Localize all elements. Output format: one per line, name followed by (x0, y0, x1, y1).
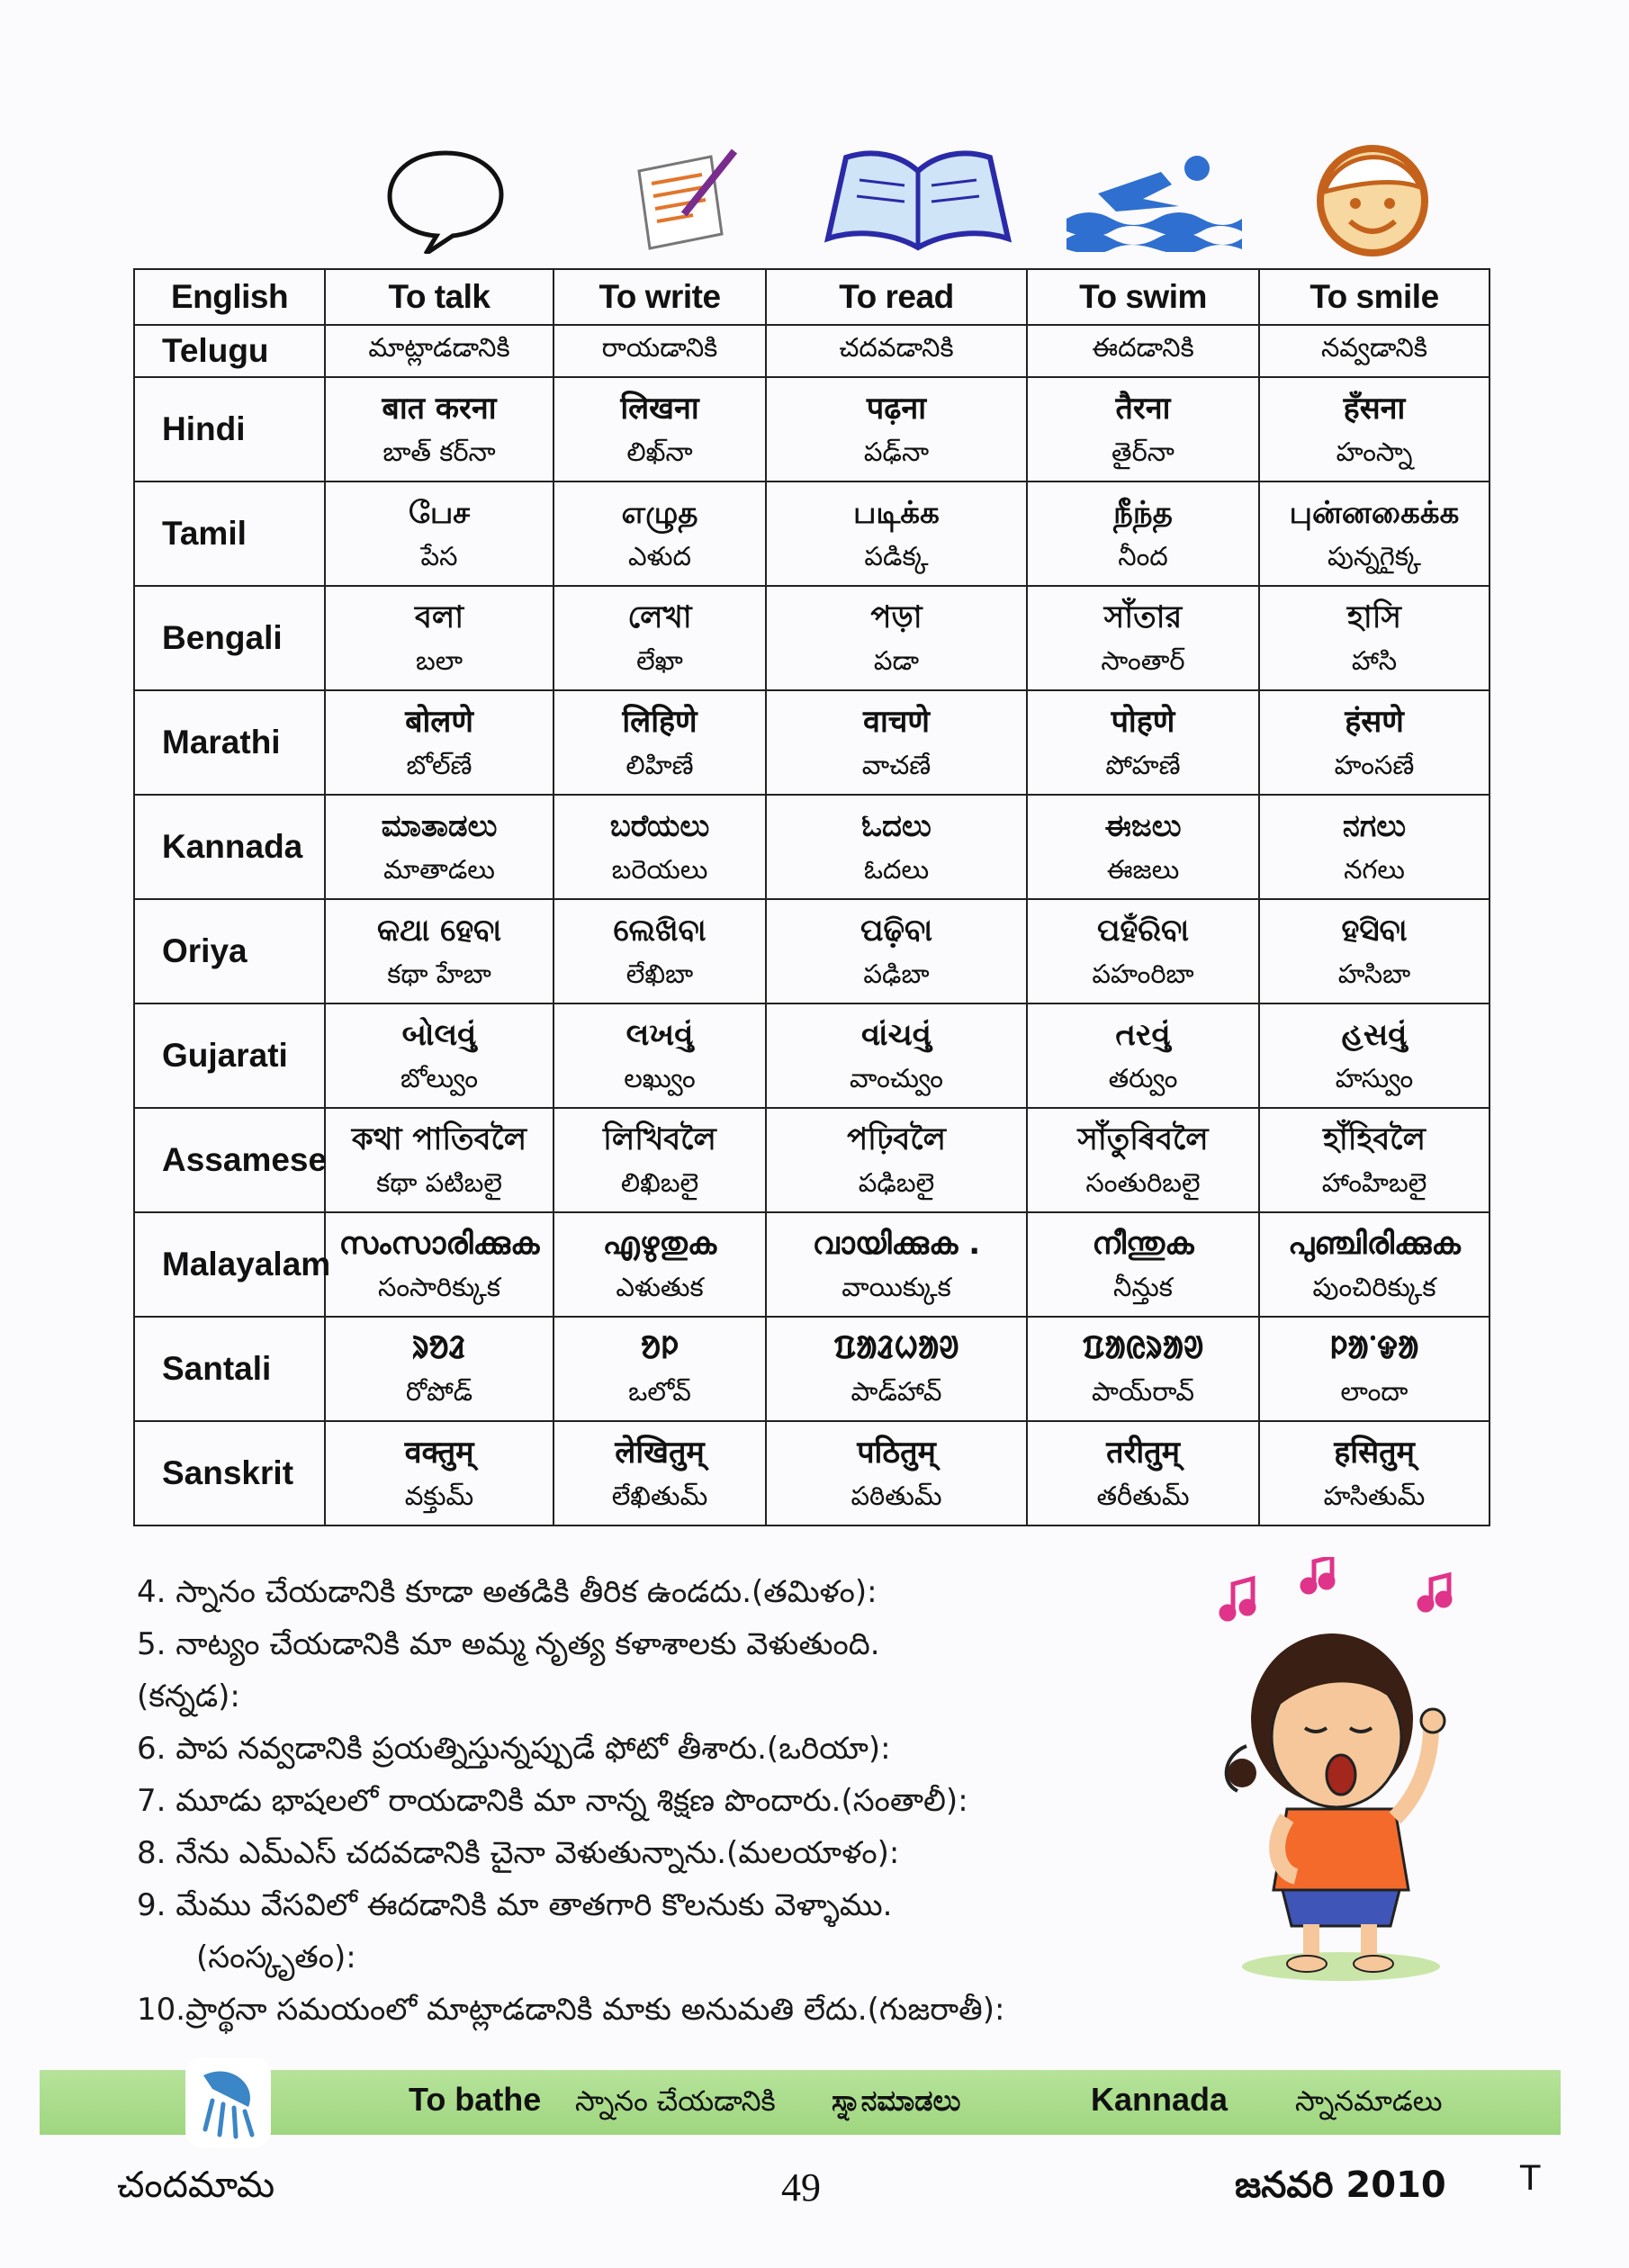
native-word: लिखना (620, 391, 699, 427)
telugu-transliteration: పడా (873, 645, 920, 676)
table-header-row (134, 269, 1490, 325)
telugu-cell: నవ్వడానికి (1259, 325, 1490, 377)
telugu-cell: చదవడానికి (766, 325, 1027, 377)
native-word: वाचणे (863, 704, 930, 740)
word-cell (766, 1108, 1027, 1212)
native-word: সাঁতুৰিবলৈ (1077, 1121, 1209, 1157)
telugu-transliteration: తర్వుం (1108, 1063, 1178, 1094)
word-cell (1027, 899, 1259, 1004)
table-row (134, 482, 1490, 586)
telugu-transliteration: ఎళుతుక (616, 1272, 704, 1302)
native-word: हंसणे (1345, 704, 1404, 740)
telugu-transliteration: పుంచిరిక్కుక (1312, 1272, 1436, 1302)
native-word: କଥା ହେବା (377, 913, 501, 949)
music-notes-icon (1221, 1557, 1450, 1619)
telugu-transliteration: ఎళుద (628, 541, 691, 572)
word-cell (325, 1212, 554, 1317)
sentence-line: 5. నాట్యం చేయడానికి మా అమ్మ నృత్య కళాశాలకు వెళుతుంది. (137, 1626, 880, 1662)
telugu-transliteration: పడిక్క (864, 541, 929, 572)
telugu-transliteration: పఢ్‌నా (863, 436, 930, 467)
table-row (134, 690, 1490, 795)
native-word: পঢ়িবলৈ (847, 1121, 946, 1157)
language-name: Sanskrit (134, 1421, 325, 1526)
swimmer-icon (1062, 148, 1242, 252)
word-cell (766, 1004, 1027, 1108)
native-word: હસવું (1341, 1017, 1408, 1053)
band-native: ಸ್ನಾನಮಾಡಲು (832, 2084, 961, 2118)
native-word: पठितुम् (857, 1435, 936, 1471)
icon-row (0, 135, 1629, 270)
native-word: വായിക്കുക . (812, 1226, 981, 1262)
language-name: Kannada (134, 795, 325, 899)
sentence-line: (కన్నడ): (137, 1678, 240, 1714)
telugu-cell: రాయడానికి (554, 325, 766, 377)
word-cell (325, 377, 554, 482)
word-cell (1259, 1108, 1490, 1212)
table-row (134, 1317, 1490, 1421)
telugu-transliteration: బాత్ కర్‌నా (382, 436, 496, 467)
native-word: पोहणे (1111, 704, 1175, 740)
native-word: ನಗಲು (1342, 808, 1407, 844)
native-word: लिहिणे (622, 704, 698, 740)
table-row (134, 1108, 1490, 1212)
telugu-transliteration: ఒలోవ్ (628, 1376, 691, 1407)
native-word: எழுத (621, 495, 698, 531)
telugu-transliteration: హంసణే (1334, 750, 1415, 780)
native-word: लेखितुम् (615, 1435, 705, 1471)
table-row-telugu (134, 325, 1490, 377)
word-cell (554, 377, 766, 482)
language-name: Marathi (134, 690, 325, 795)
word-cell (1027, 690, 1259, 795)
telugu-transliteration: పేస (420, 541, 458, 572)
to-bathe-band (40, 2070, 1561, 2135)
telugu-transliteration: బరెయలు (611, 854, 708, 885)
telugu-transliteration: లేఖితుమ్ (611, 1480, 708, 1511)
singing-girl-illustration (1206, 1557, 1494, 1989)
telugu-transliteration: రోపోడ్ (405, 1376, 473, 1407)
telugu-transliteration: లిఖిబలై (620, 1167, 699, 1198)
telugu-transliteration: హసితుమ్ (1323, 1480, 1426, 1511)
sentence-line: 6. పాప నవ్వడానికి ప్రయత్నిస్తున్నప్పుడే ఫోటో తీశారు.(ఒరియా): (137, 1731, 891, 1767)
sentence-line: 7. మూడు భాషలలో రాయడానికి మా నాన్న శిక్షణ పొందారు.(సంతాలీ): (137, 1783, 968, 1819)
word-cell (554, 1108, 766, 1212)
header-to-read: To read (766, 269, 1027, 325)
native-word: बात करना (382, 391, 497, 427)
telugu-transliteration: లిఖ్‌నా (626, 436, 693, 467)
word-cell (325, 899, 554, 1004)
word-cell (1027, 1004, 1259, 1108)
native-word: സംസാരിക്കുക (338, 1226, 540, 1262)
word-cell (1027, 1212, 1259, 1317)
telugu-transliteration: హాంహిబలై (1321, 1167, 1427, 1198)
word-cell (1259, 899, 1490, 1004)
word-cell (554, 482, 766, 586)
word-cell (1027, 1317, 1259, 1421)
sentence-line: 4. స్నానం చేయడానికి కూడా అతడికి తీరిక ఉండదు.(తమిళం): (137, 1574, 878, 1610)
telugu-transliteration: పాడ్‌హావ్ (850, 1376, 942, 1407)
native-word: ᱯᱟᱭᱨᱟᱣ (1082, 1330, 1204, 1366)
word-cell (554, 1317, 766, 1421)
telugu-transliteration: వాంచ్వుం (850, 1063, 943, 1094)
sentence-line: 8. నేను ఎమ్ఎస్ చదవడానికి చైనా వెళుతున్నాను.(మలయాళం): (137, 1835, 900, 1871)
native-word: ᱯᱟᱲᱦᱟᱣ (833, 1330, 959, 1366)
word-cell (1259, 690, 1490, 795)
telugu-transliteration: పాయ్‌రావ్ (1092, 1376, 1194, 1407)
word-cell (766, 899, 1027, 1004)
word-cell (766, 1317, 1027, 1421)
telugu-transliteration: బలా (415, 645, 464, 676)
native-word: ପହଁରିବା (1097, 913, 1189, 949)
word-cell (325, 586, 554, 690)
native-word: તરવું (1115, 1017, 1171, 1053)
word-cell (1259, 795, 1490, 899)
word-cell (1027, 795, 1259, 899)
native-word: புன்னகைக்க (1289, 495, 1460, 531)
native-word: হাঁহিবলৈ (1323, 1121, 1426, 1157)
native-word: बोलणे (405, 704, 473, 740)
telugu-transliteration: నగలు (1344, 854, 1405, 885)
native-word: ଲେଖିବା (613, 913, 706, 949)
word-cell (766, 1421, 1027, 1526)
native-word: ಓದಲು (861, 808, 932, 844)
band-transliteration: స్నానమాడలు (1295, 2085, 1443, 2118)
telugu-transliteration: వాచణే (861, 750, 932, 780)
native-word: നീന്തുക (1092, 1226, 1194, 1262)
header-to-swim: To swim (1027, 269, 1259, 325)
word-cell (554, 690, 766, 795)
word-cell (1027, 1421, 1259, 1526)
header-to-smile: To smile (1259, 269, 1490, 325)
telugu-cell: ఈదడానికి (1027, 325, 1259, 377)
telugu-transliteration: పఠితుమ్ (850, 1480, 942, 1511)
native-word: લખવું (626, 1017, 694, 1053)
telugu-transliteration: ఓదలు (863, 854, 930, 885)
language-name: Santali (134, 1317, 325, 1421)
native-word: நீந்த (1113, 495, 1173, 531)
telugu-transliteration: లేఖిబా (626, 958, 694, 989)
word-cell (1259, 1317, 1490, 1421)
telugu-transliteration: ఈజలు (1106, 854, 1180, 885)
word-cell (1259, 586, 1490, 690)
telugu-cell: మాట్లాడడానికి (325, 325, 554, 377)
native-word: બોલવું (401, 1017, 477, 1053)
word-cell (554, 586, 766, 690)
sentence-line: 10.ప్రార్థనా సమయంలో మాట్లాడడానికి మాకు అనుమతి లేదు.(గుజరాతీ): (137, 1992, 1005, 2028)
native-word: লেখা (627, 599, 692, 635)
native-word: વાંચવું (861, 1017, 932, 1053)
table-row (134, 1421, 1490, 1526)
table-row (134, 1212, 1490, 1317)
word-cell (1027, 482, 1259, 586)
native-word: লিখিবলৈ (603, 1121, 716, 1157)
band-language: Kannada (1091, 2081, 1228, 2118)
native-word: ᱚᱞ (641, 1330, 679, 1366)
telugu-transliteration: లఖ్వుం (624, 1063, 696, 1094)
telugu-transliteration: సంసారిక్కుక (377, 1272, 501, 1302)
table-row (134, 377, 1490, 482)
band-english: To bathe (409, 2081, 542, 2118)
table-row (134, 795, 1490, 899)
telugu-transliteration: పహంరిబా (1092, 958, 1194, 989)
word-cell (325, 795, 554, 899)
telugu-transliteration: లాందా (1340, 1376, 1408, 1407)
native-word: படிக்க (853, 495, 940, 531)
language-name: Oriya (134, 899, 325, 1004)
word-cell (1259, 482, 1490, 586)
word-cell (1259, 1004, 1490, 1108)
native-word: हसितुम् (1334, 1435, 1415, 1471)
language-name: Bengali (134, 586, 325, 690)
word-cell (766, 690, 1027, 795)
native-word: বলা (414, 599, 464, 635)
native-word: হাসি (1347, 599, 1401, 635)
pen-paper-icon (621, 144, 747, 252)
word-cell (766, 377, 1027, 482)
table-row (134, 586, 1490, 690)
language-name: Malayalam (134, 1212, 325, 1317)
telugu-transliteration: వక్తుమ్ (404, 1480, 474, 1511)
telugu-transliteration: నీన్తుక (1113, 1272, 1173, 1302)
telugu-transliteration: హంస్నా (1336, 436, 1413, 467)
page-number: 49 (781, 2165, 821, 2210)
telugu-transliteration: హసిబా (1337, 958, 1411, 989)
issue-date: జనవరి 2010 (1235, 2164, 1446, 2206)
word-cell (325, 1421, 554, 1526)
band-telugu: స్నానం చేయడానికి (575, 2085, 776, 2118)
word-cell (325, 1108, 554, 1212)
telugu-transliteration: వాయిక్కుక (842, 1272, 951, 1302)
telugu-transliteration: పఢిబా (863, 958, 930, 989)
telugu-transliteration: పున్నగైక్క (1328, 541, 1421, 572)
header-to-talk: To talk (325, 269, 554, 325)
language-name: Tamil (134, 482, 325, 586)
native-word: तरीतुम् (1106, 1435, 1180, 1471)
word-cell (325, 482, 554, 586)
telugu-transliteration: నీంద (1118, 541, 1168, 572)
native-word: ପଢ଼ିବା (860, 913, 932, 949)
word-cell (1259, 377, 1490, 482)
native-word: পড়া (870, 599, 922, 635)
native-word: ಬರೆಯಲು (609, 808, 710, 844)
word-cell (1027, 586, 1259, 690)
word-cell (1259, 1421, 1490, 1526)
native-word: पढ़ना (866, 391, 927, 427)
header-english: English (134, 269, 325, 325)
telugu-transliteration: బోల్‌ణే (406, 750, 472, 780)
language-name: Gujarati (134, 1004, 325, 1108)
telugu-transliteration: కథా పటిబలై (376, 1167, 502, 1198)
word-cell (1027, 1108, 1259, 1212)
native-word: എഴുതുക (602, 1226, 717, 1262)
open-book-icon (819, 144, 1017, 256)
telugu-transliteration: తరీతుమ్ (1096, 1480, 1190, 1511)
native-word: हँसना (1343, 391, 1406, 427)
telugu-transliteration: మాతాడలు (383, 854, 495, 885)
table-row (134, 1004, 1490, 1108)
sentence-line: 9. మేము వేసవిలో ఈదడానికి మా తాతగారి కొలనుకు వెళ్ళాము. (137, 1887, 893, 1923)
magazine-name: చందమామ (117, 2164, 275, 2206)
native-word: কথা পাতিবলৈ (351, 1121, 527, 1157)
native-word: പുഞ്ചിരിക്കുക (1288, 1226, 1461, 1262)
telugu-transliteration: బోల్వుం (400, 1063, 479, 1094)
native-word: ಈಜಲು (1104, 808, 1182, 844)
word-cell (1259, 1212, 1490, 1317)
shower-icon (185, 2057, 271, 2147)
smiley-icon (1314, 142, 1431, 259)
language-name: Telugu (134, 325, 325, 377)
speech-bubble-icon (382, 146, 508, 254)
sentence-line: (సంస్కృతం): (196, 1940, 356, 1976)
native-word: ᱞᱟᱸᱫᱟ (1329, 1330, 1419, 1366)
word-cell (766, 482, 1027, 586)
word-cell (766, 586, 1027, 690)
native-word: பேச (408, 495, 471, 531)
word-cell (766, 1212, 1027, 1317)
language-table (133, 268, 1490, 1526)
page-marker: T (1519, 2158, 1542, 2198)
word-cell (1027, 377, 1259, 482)
word-cell (325, 1317, 554, 1421)
telugu-transliteration: లేఖా (636, 645, 683, 676)
exercise-sentences (137, 1566, 1217, 2036)
word-cell (554, 1004, 766, 1108)
telugu-transliteration: హస్వుం (1335, 1063, 1414, 1094)
telugu-transliteration: లిహిణే (626, 750, 694, 780)
telugu-transliteration: హాసి (1351, 645, 1398, 676)
word-cell (766, 795, 1027, 899)
native-word: ᱨᱚᱲ (412, 1330, 466, 1366)
table-row (134, 899, 1490, 1004)
native-word: সাঁতার (1103, 599, 1183, 635)
telugu-transliteration: పఢిబలై (858, 1167, 935, 1198)
native-word: ಮಾತಾಡಲು (381, 808, 498, 844)
native-word: ହସିବା (1341, 913, 1408, 949)
word-cell (554, 1421, 766, 1526)
word-cell (325, 1004, 554, 1108)
word-cell (554, 795, 766, 899)
telugu-transliteration: కథా హేబా (387, 958, 491, 989)
native-word: वक्तुम् (404, 1435, 474, 1471)
telugu-transliteration: పోహణే (1105, 750, 1181, 780)
word-cell (554, 1212, 766, 1317)
language-name: Hindi (134, 377, 325, 482)
word-cell (325, 690, 554, 795)
telugu-transliteration: సంతురిబలై (1085, 1167, 1201, 1198)
telugu-transliteration: సాంతార్ (1101, 645, 1185, 676)
telugu-transliteration: తైర్‌నా (1112, 436, 1174, 467)
language-name: Assamese (134, 1108, 325, 1212)
native-word: तैरना (1115, 391, 1171, 427)
word-cell (554, 899, 766, 1004)
header-to-write: To write (554, 269, 766, 325)
